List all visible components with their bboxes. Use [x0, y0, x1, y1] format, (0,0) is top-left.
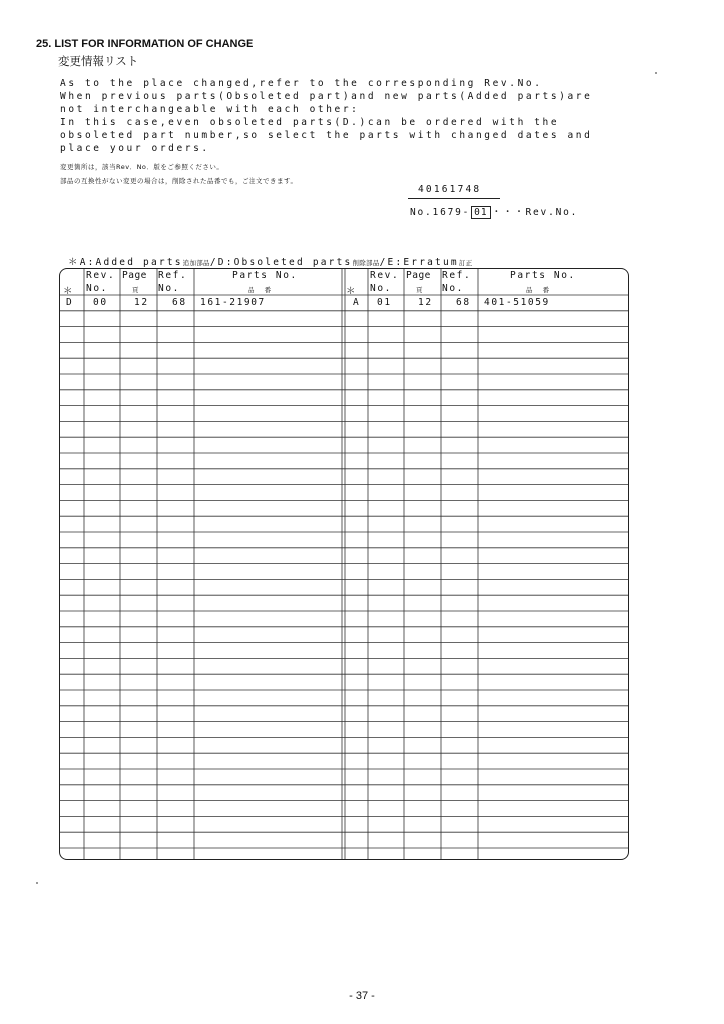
header-star: ＊ [63, 286, 75, 297]
row-page: 12 [418, 297, 433, 308]
revision-line [410, 204, 578, 219]
instruction-line: obsoleted part number,so select the parts with changed dates and [60, 130, 593, 141]
header-page-jp: 頁 [416, 286, 423, 294]
header-ref-no: No. [442, 283, 464, 294]
divider [408, 198, 500, 199]
legend-obsoleted: /D:Obsoleted parts [209, 257, 353, 268]
header-rev: Rev. [370, 270, 400, 281]
header-page: Page [406, 270, 431, 281]
header-star: ＊ [346, 286, 358, 297]
instruction-jp-line: 部品の互換性がない変更の場合は，削除された品番でも，ご注文できます。 [60, 177, 298, 185]
header-parts-jp: 品 番 [526, 286, 554, 294]
row-page: 12 [134, 297, 149, 308]
legend-erratum: /E:Erratum [379, 257, 459, 268]
legend-added-jp: 追加部品 [182, 259, 210, 267]
instruction-line: When previous parts(Obsoleted part)and new parts(Added parts)are [60, 91, 593, 102]
table-grid [60, 269, 629, 860]
header-page-jp: 頁 [132, 286, 139, 294]
legend [68, 254, 472, 268]
header-rev: Rev. [86, 270, 116, 281]
instruction-line: As to the place changed,refer to the corresponding Rev.No. [60, 78, 543, 89]
instruction-line: place your orders. [60, 143, 210, 154]
row-rev: 01 [377, 297, 392, 308]
scan-speck [655, 72, 657, 74]
header-page: Page [122, 270, 147, 281]
instruction-line: In this case,even obsoleted parts(D.)can be ordered with the [60, 117, 560, 128]
row-mark: D [66, 297, 74, 308]
header-parts: Parts No. [232, 270, 298, 281]
header-parts-jp: 品 番 [248, 286, 276, 294]
revision-suffix: ・・・Rev.No. [491, 207, 579, 218]
page-number: - 37 - [349, 990, 375, 1002]
legend-erratum-jp: 訂正 [458, 259, 473, 267]
header-parts: Parts No. [510, 270, 576, 281]
row-mark: A [353, 297, 361, 308]
header-ref-no: No. [158, 283, 180, 294]
row-parts: 401-51059 [484, 297, 550, 308]
instruction-jp-line: 変更箇所は，該当Rev．No．版をご参照ください。 [60, 163, 224, 171]
row-ref: 68 [456, 297, 471, 308]
revision-value-box: 01 [471, 206, 490, 219]
header-rev-no: No. [370, 283, 392, 294]
scan-speck [36, 882, 38, 884]
instruction-line: not interchangeable with each other: [60, 104, 360, 115]
revision-prefix: No.1679- [410, 207, 471, 218]
row-rev: 00 [93, 297, 108, 308]
header-rev-no: No. [86, 283, 108, 294]
section-title: 25. LIST FOR INFORMATION OF CHANGE [36, 38, 254, 50]
section-subtitle: 変更情報リスト [58, 54, 139, 68]
change-table [59, 268, 629, 860]
row-ref: 68 [172, 297, 187, 308]
header-ref: Ref. [158, 270, 188, 281]
document-number: 40161748 [418, 184, 482, 195]
header-ref: Ref. [442, 270, 472, 281]
legend-added: ＊A:Added parts [68, 257, 183, 268]
row-parts: 161-21907 [200, 297, 266, 308]
legend-obsoleted-jp: 削除部品 [352, 259, 380, 267]
